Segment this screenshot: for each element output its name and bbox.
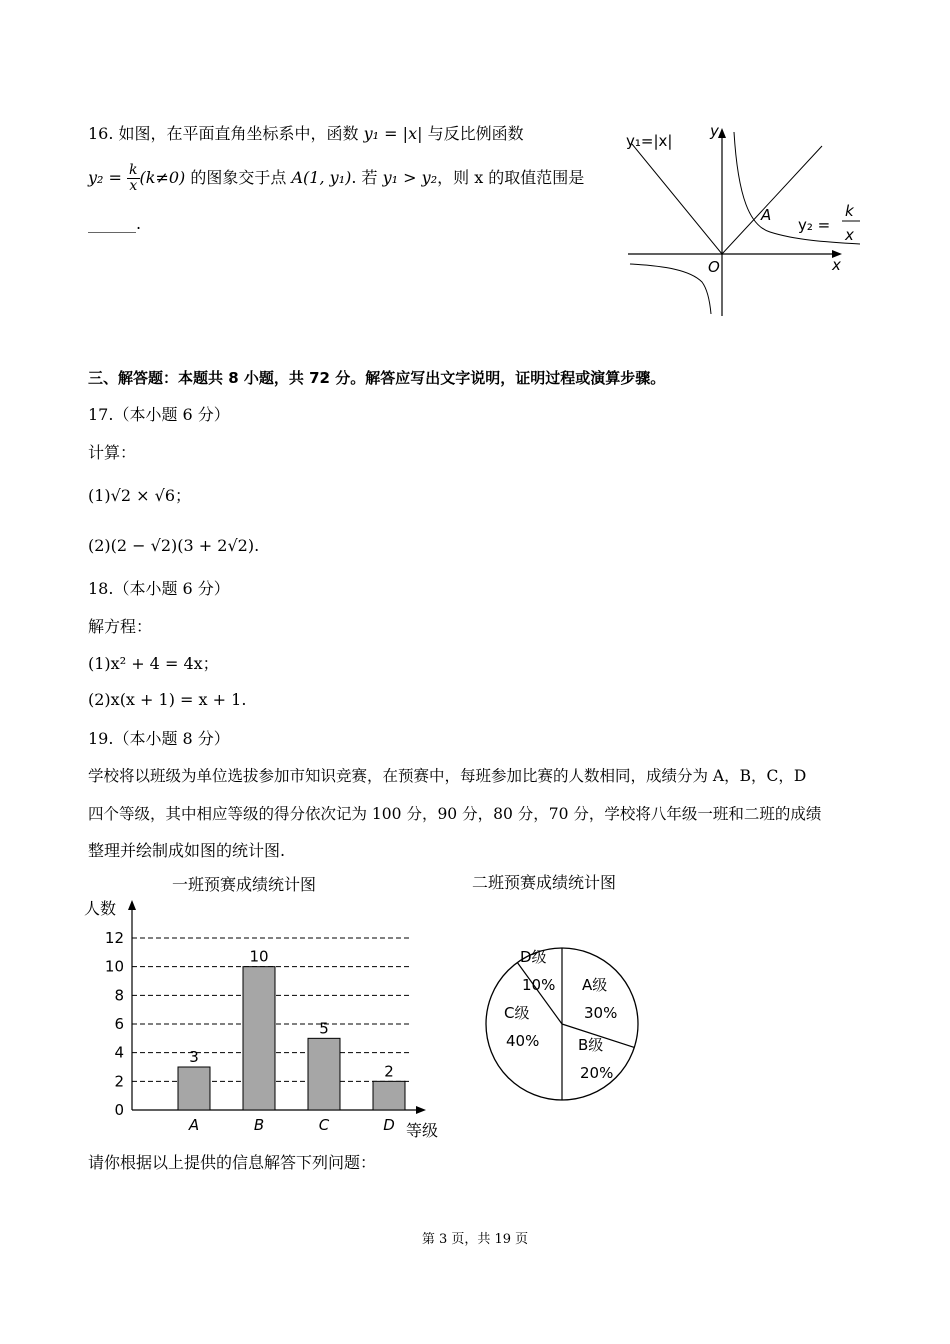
y2-num: k xyxy=(845,202,854,220)
bar-chart-plot xyxy=(105,900,426,1134)
q16-line2 xyxy=(88,160,584,196)
q17-part1: (1)√2 × √6； xyxy=(88,486,191,505)
pie-chart xyxy=(470,866,670,1116)
q16-fraction xyxy=(127,163,139,194)
q16-text-b: 与反比例函数 xyxy=(427,124,524,143)
q18-part1: (1)x² + 4 = 4x； xyxy=(88,654,219,673)
section3-count: 8 xyxy=(228,369,239,387)
bar-C xyxy=(308,1038,340,1110)
bar-y-tick-label: 10 xyxy=(104,957,124,976)
q16-function-graph xyxy=(620,118,870,320)
x-axis-label: x xyxy=(832,256,841,274)
section3-points: 72 xyxy=(309,369,330,387)
q16-inequality: y₁ > y₂ xyxy=(382,168,438,187)
q19-line1: 学校将以班级为单位选拔参加市知识竞赛，在预赛中，每班参加比赛的人数相同，成绩分为 A，B，C，D xyxy=(88,767,807,785)
q16-text-c: 的图象交于点 xyxy=(190,168,287,187)
q16-blank: ______. xyxy=(88,214,142,233)
q19-after-charts: 请你根据以上提供的信息解答下列问题： xyxy=(88,1153,377,1172)
q16-frac-den: x xyxy=(129,178,138,194)
bar-x-axis-arrow xyxy=(416,1106,426,1114)
bar-category-label: A xyxy=(188,1116,200,1134)
q17-part2: (2)(2 − √2)(3 + 2√2). xyxy=(88,536,260,555)
bar-value-label: 2 xyxy=(384,1062,394,1081)
pie-slice-pct: 20% xyxy=(580,1064,614,1082)
bar-chart-title: 一班预赛成绩统计图 xyxy=(172,875,317,894)
bar-y-tick-label: 4 xyxy=(114,1043,124,1062)
section3-heading-a: 三、解答题：本题共 xyxy=(88,369,229,387)
bar-B xyxy=(243,967,275,1110)
y2-label: y₂ = xyxy=(798,216,831,234)
y-axis-label: y xyxy=(710,122,719,140)
q19-title: 19.（本小题 8 分） xyxy=(88,729,230,748)
y1-label: y₁=|x| xyxy=(626,132,673,150)
q16-line1 xyxy=(88,124,524,144)
y2-den: x xyxy=(845,226,854,244)
q16-text-e: ，则 x 的取值范围是 xyxy=(437,168,585,187)
q16-text-d: . 若 xyxy=(351,168,378,187)
bar-y-axis-arrow xyxy=(128,900,136,910)
hyperbola-branch-2 xyxy=(630,264,711,314)
q19-line2: 四个等级，其中相应等级的得分依次记为 100 分，90 分，80 分，70 分，学校将八年级一班和二班的成绩 xyxy=(88,805,822,823)
bar-chart xyxy=(80,866,460,1146)
origin-label: O xyxy=(708,258,720,276)
q16-y2: y₂ = xyxy=(88,168,122,187)
bar-value-label: 3 xyxy=(189,1048,199,1066)
bar-category-label: B xyxy=(253,1116,265,1134)
q17-intro: 计算： xyxy=(88,443,137,462)
pie-chart-title: 二班预赛成绩统计图 xyxy=(472,873,617,892)
hyperbola-branch-1 xyxy=(734,132,860,244)
bar-category-label: C xyxy=(318,1116,330,1134)
pie-slice-pct: 10% xyxy=(522,976,556,994)
q19-line3: 整理并绘制成如图的统计图. xyxy=(88,841,286,860)
pie-slice-pct: 30% xyxy=(584,1004,618,1022)
pie-slice-label: D级 xyxy=(520,948,547,966)
pie-slice-label: C级 xyxy=(504,1004,530,1022)
q18-part2: (2)x(x + 1) = x + 1. xyxy=(88,690,247,709)
bar-y-tick-label: 8 xyxy=(114,986,124,1005)
section3-heading-b: 小题，共 xyxy=(238,369,310,387)
q16-frac-num: k xyxy=(129,162,138,178)
section3-heading xyxy=(88,368,665,388)
bar-y-tick-label: 6 xyxy=(114,1015,124,1033)
bar-D xyxy=(373,1081,405,1110)
point-a-label: A xyxy=(761,206,772,224)
y-axis-arrow xyxy=(718,128,726,138)
bar-A xyxy=(178,1067,210,1110)
section3-heading-c: 分。解答应写出文字说明，证明过程或演算步骤。 xyxy=(330,369,666,387)
bar-y-tick-label: 0 xyxy=(114,1101,124,1119)
pie-slice-label: B级 xyxy=(578,1036,604,1054)
q16-text-a: 16. 如图，在平面直角坐标系中，函数 xyxy=(88,124,359,143)
pie-slice-label: A级 xyxy=(582,976,608,994)
q16-point: A(1, y₁) xyxy=(291,168,352,187)
bar-chart-ylabel: 人数 xyxy=(84,899,117,918)
q17-title: 17.（本小题 6 分） xyxy=(88,405,230,424)
bar-chart-xlabel: 等级 xyxy=(406,1121,439,1140)
bar-value-label: 5 xyxy=(319,1019,329,1038)
pie-slice-pct: 40% xyxy=(506,1032,540,1050)
bar-y-tick-label: 2 xyxy=(114,1072,124,1091)
bar-category-label: D xyxy=(383,1116,395,1134)
q16-k-cond: (k≠0) xyxy=(139,168,186,187)
page-footer: 第 3 页，共 19 页 xyxy=(421,1232,529,1247)
pie-chart-plot xyxy=(486,948,638,1100)
q16-y1-eq: y₁ = |x| xyxy=(363,124,423,143)
bar-y-tick-label: 12 xyxy=(104,929,124,947)
q18-title: 18.（本小题 6 分） xyxy=(88,579,230,598)
q18-intro: 解方程： xyxy=(88,617,153,636)
bar-value-label: 10 xyxy=(249,947,269,966)
